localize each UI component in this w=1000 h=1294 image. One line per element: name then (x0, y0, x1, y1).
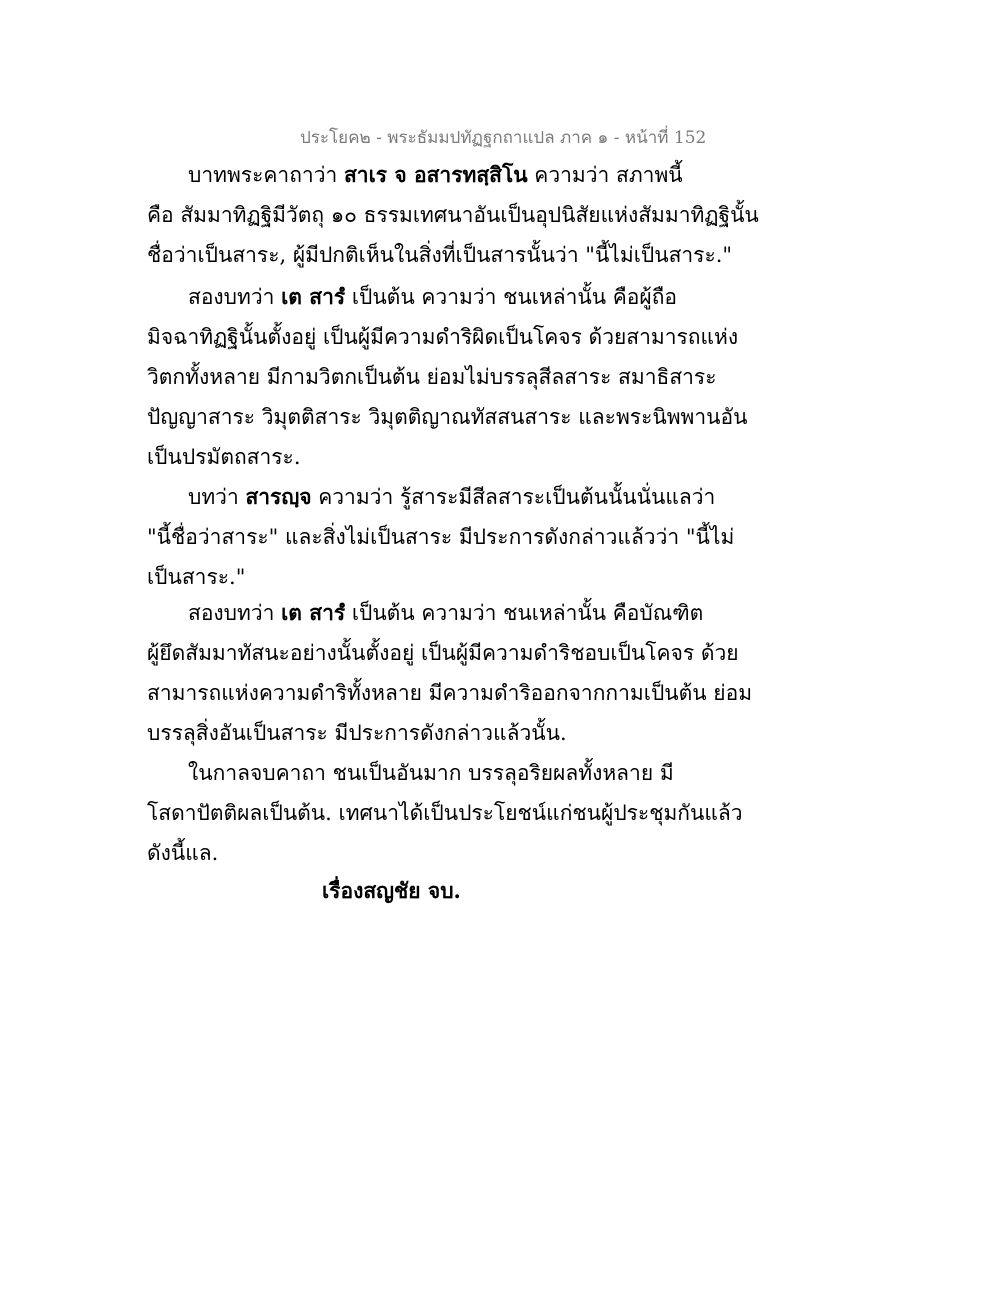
paragraph-2-line-4: ปัญญาสาระ วิมุตติสาระ วิมุตติญาณทัสสนสาระ และพระนิพพานอัน (147, 405, 748, 429)
text-run: บทว่า (188, 485, 246, 509)
text-run: ความว่า สภาพนี้ (527, 163, 683, 187)
text-run: สองบทว่า (188, 601, 282, 625)
paragraph-2-line-1 (188, 282, 677, 312)
paragraph-3-line-1 (188, 482, 715, 512)
paragraph-4-line-3: สามารถแห่งความดำริทั้งหลาย มีความดำริออกจากกามเป็นต้น ย่อม (147, 681, 753, 705)
paragraph-2-line-5: เป็นปรมัตถสาระ. (147, 445, 301, 469)
text-run: เป็นต้น ความว่า ชนเหล่านั้น คือผู้ถือ (345, 285, 678, 309)
paragraph-1-line-3: ชื่อว่าเป็นสาระ, ผู้มีปกติเห็นในสิ่งที่เป็นสารนั้นว่า "นี้ไม่เป็นสาระ." (147, 243, 733, 267)
paragraph-3-line-2: "นี้ชื่อว่าสาระ" และสิ่งไม่เป็นสาระ มีประการดังกล่าวแล้วว่า "นี้ไม่ (147, 525, 735, 549)
pali-term: สารญฺจ (245, 484, 312, 509)
story-end-heading: เรื่องสญชัย จบ. (322, 878, 461, 903)
text-run: สองบทว่า (188, 285, 282, 309)
running-header: ประโยค๒ - พระธัมมปทัฏฐกถาแปล ภาค ๑ - หน้าที่ 152 (300, 128, 707, 148)
paragraph-1-line-1 (188, 160, 683, 190)
paragraph-1-line-2: คือ สัมมาทิฏฐิมีวัตถุ ๑๐ ธรรมเทศนาอันเป็นอุปนิสัยแห่งสัมมาทิฏฐินั้น (147, 203, 759, 227)
pali-term: สาเร จ อสารทสฺสิโน (343, 162, 528, 187)
text-run: ความว่า รู้สาระมีสีลสาระเป็นต้นนั้นนั่นแลว่า (311, 485, 716, 509)
paragraph-5-line-2: โสดาปัตติผลเป็นต้น. เทศนาได้เป็นประโยชน์แก่ชนผู้ประชุมกันแล้ว (147, 801, 743, 825)
text-run: เป็นต้น ความว่า ชนเหล่านั้น คือบัณฑิต (345, 601, 704, 625)
paragraph-2-line-3: วิตกทั้งหลาย มีกามวิตกเป็นต้น ย่อมไม่บรรลุสีลสาระ สมาธิสาระ (147, 365, 717, 389)
pali-term: เต สารํ (281, 284, 346, 309)
paragraph-4-line-2: ผู้ยึดสัมมาทัสนะอย่างนั้นตั้งอยู่ เป็นผู้มีความดำริชอบเป็นโคจร ด้วย (147, 641, 739, 665)
text-run: บาทพระคาถาว่า (188, 163, 344, 187)
paragraph-4-line-4: บรรลุสิ่งอันเป็นสาระ มีประการดังกล่าวแล้วนั้น. (147, 721, 567, 745)
paragraph-2-line-2: มิจฉาทิฏฐินั้นตั้งอยู่ เป็นผู้มีความดำริผิดเป็นโคจร ด้วยสามารถแห่ง (147, 325, 739, 349)
paragraph-5-line-3: ดังนี้แล. (147, 841, 219, 865)
pali-term: เต สารํ (281, 600, 346, 625)
paragraph-5-line-1: ในกาลจบคาถา ชนเป็นอันมาก บรรลุอริยผลทั้งหลาย มี (188, 761, 674, 785)
paragraph-4-line-1 (188, 598, 703, 628)
paragraph-3-line-3: เป็นสาระ." (147, 565, 246, 589)
